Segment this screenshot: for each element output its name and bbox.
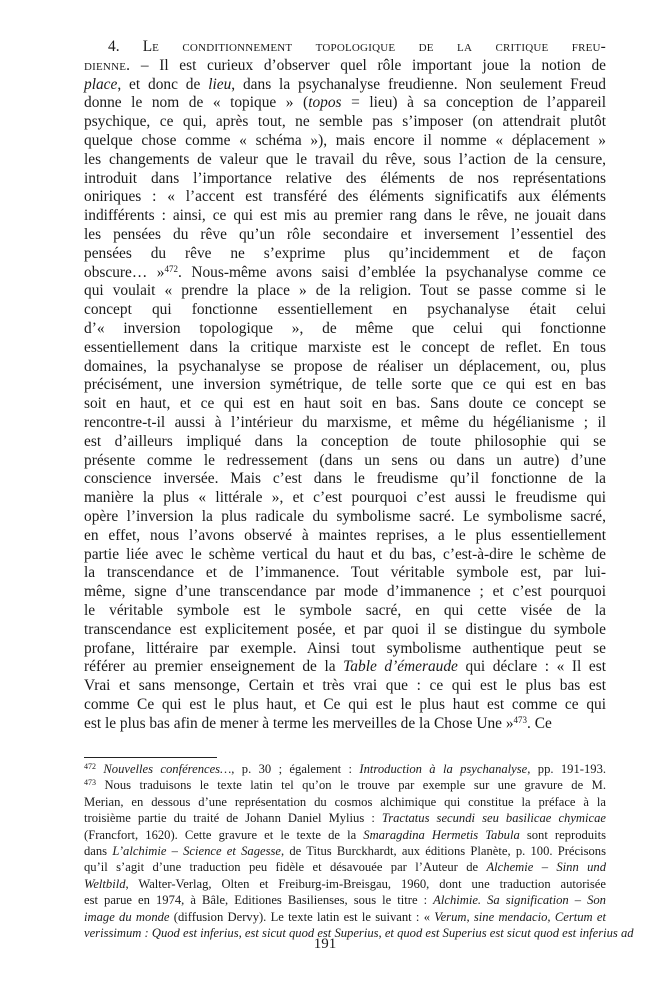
text-run: essentiellement dans la critique marxiste est le concept de reflet. En tous [84, 338, 606, 356]
italic-text: verissimum : Quod est inferius, est sicut quod est Superius, et quod est Superius est sicut quod est inferius ad [84, 925, 634, 940]
text-run: est parue en 1974, à Bâle, Editiones Basilienses, sous le titre : [84, 893, 434, 908]
text-run: , Walter-Verlag, Olten et Freiburg-im-Breisgau, 1960, dont une traduction autorisée [125, 876, 606, 891]
footnote-line [84, 876, 606, 892]
footnote-line [84, 859, 606, 875]
italic-text: topos [308, 94, 342, 112]
text-run: le véritable symbole est le symbole sacré, en qui cette visée de la [84, 601, 606, 619]
body-line [84, 640, 606, 659]
text-run: opère l’inversion la plus radicale du symbolisme sacré. Le symbolisme sacré, [84, 507, 606, 525]
footnote-ref: 472 [164, 263, 178, 274]
body-line [84, 452, 606, 471]
text-run: qui voulait « prendre la place » de la religion. Tout se passe comme si le [84, 282, 606, 300]
footnote-ref: 472 [84, 762, 96, 771]
body-line [84, 621, 606, 640]
italic-text: Verum, sine mendacio, Certum et [434, 909, 607, 924]
text-run: oniriques : « l’accent est transféré des éléments significatifs aux éléments [84, 188, 606, 206]
italic-text: image du monde [84, 909, 170, 924]
body-line [84, 358, 606, 377]
body-line [84, 715, 606, 734]
text-run: la transcendance et de l’immanence. Tout véritable symbole est, par lui- [84, 564, 606, 582]
text-run: = lieu) à sa conception de l’appareil [341, 94, 606, 112]
footnote-line [84, 909, 606, 925]
italic-text: lieu [208, 75, 232, 93]
body-line [84, 226, 606, 245]
text-run: – Il est curieux d’observer quel rôle important joue la notion de [130, 56, 606, 74]
page-number: 191 [313, 936, 337, 952]
italic-text: Alchimie. Sa signification – Son [433, 893, 606, 908]
text-run: d’« inversion topologique », de même que celui qui fonctionne [84, 319, 606, 337]
text-run: référer au premier enseignement de la [84, 658, 344, 676]
italic-text: Tractatus secundi seu basilicae chymicae [381, 811, 606, 826]
italic-text: Table d’émeraude [343, 658, 458, 676]
body-line [84, 395, 606, 414]
body-line [84, 489, 606, 508]
body-line [84, 57, 606, 76]
text-run: les pensées du rêve qu’un rôle secondaire et inversement l’essentiel des [84, 225, 606, 243]
text-run: qui déclare : « Il est [457, 658, 606, 676]
footnote-ref: 473 [84, 778, 96, 788]
body-line [84, 546, 606, 565]
body-line [84, 38, 606, 57]
text-run: , pp. 191-193. [527, 762, 607, 776]
footnotes [84, 761, 634, 941]
body-line [84, 245, 606, 264]
footnote-line [84, 794, 606, 810]
body-line [84, 132, 606, 151]
main-text [84, 38, 606, 733]
text-run: en effet, nous l’avons observé à maintes reprises, a le plus essentiellement [84, 526, 606, 544]
footnote-line [84, 810, 606, 826]
italic-text: Introduction à la psychanalyse [359, 762, 528, 776]
text-run: obscure… » [84, 263, 165, 281]
text-run: présente comme le redressement (dans un sens ou dans un autre) d’une [84, 451, 606, 469]
text-run: domaines, la psychanalyse se propose de réaliser un déplacement, ou, plus [84, 357, 606, 375]
body-line [84, 301, 606, 320]
footnote-ref: 473 [513, 714, 528, 725]
italic-text: Smaragdina Hermetis Tabula [363, 827, 520, 842]
body-line [84, 508, 606, 527]
body-line [84, 94, 606, 113]
body-line [84, 677, 606, 696]
text-run: est d’ailleurs impliqué dans la conception de toute philosophie qui se [84, 432, 606, 450]
text-run: 4. L [108, 38, 153, 55]
text-run: soit en haut, et ce qui est en haut soit en bas. Sans doute ce concept se [84, 395, 606, 413]
body-line [84, 602, 606, 621]
body-line [84, 658, 606, 677]
text-run: Merian, en dessous d’une représentation du cosmos alchimique qui constitue la préface à la [84, 794, 606, 809]
text-run: profane, littéraire par exemple. Ainsi tout symbolisme authentique peut se [84, 639, 606, 657]
body-line [84, 76, 606, 95]
text-run: partie liée avec le schème vertical du haut et du bas, c’est-à-dire le schème de [84, 545, 606, 563]
body-line [84, 376, 606, 395]
text-run: , et donc de [117, 75, 209, 93]
text-run: est le plus bas afin de mener à terme les merveilles de la Chose Une » [84, 714, 514, 732]
footnote-line [84, 827, 606, 843]
body-line [84, 583, 606, 602]
body-line [84, 282, 606, 301]
body-line [84, 264, 606, 283]
text-run: sont reproduits [519, 827, 607, 842]
text-run: troisième partie du traité de Johann Daniel Mylius : [84, 811, 382, 826]
text-run: indifférents : ainsi, ce qui est mis au premier rang dans le rêve, ne jouait dans [84, 207, 606, 225]
text-run: . Nous-même avons saisi d’emblée la psychanalyse comme ce [177, 263, 606, 281]
text-run: , de Titus Burckhardt, aux éditions Planète, p. 100. Précisons [280, 843, 607, 858]
body-line [84, 470, 606, 489]
body-line [84, 433, 606, 452]
italic-text: Weltbild [84, 876, 126, 891]
text-run: donne le nom de « topique » ( [84, 94, 309, 112]
text-run: Vrai et sans mensonge, Certain et très vrai que : ce qui est le plus bas est [84, 677, 606, 695]
text-run: comme Ce qui est le plus haut, et Ce qui est le plus haut est comme ce qui [84, 695, 606, 713]
text-run: transcendance est explicitement posée, et par quoi il se distingue du symbole [84, 620, 606, 638]
text-run: dans [84, 843, 113, 858]
text-run: , dans la psychanalyse freudienne. Non seulement Freud [231, 75, 606, 93]
italic-text: L’alchimie – Science et Sagesse [112, 843, 281, 858]
body-line [84, 414, 606, 433]
italic-text: place [84, 75, 118, 93]
text-run: , p. 30 ; également : [231, 762, 360, 776]
text-run: concept qui fonctionne essentiellement en psychanalyse était celui [84, 301, 606, 319]
small-caps-heading: dienne. [84, 56, 131, 74]
text-run: manière la plus « littérale », et c’est pourquoi c’est aussi le freudisme qui [84, 489, 606, 507]
body-line [84, 527, 606, 546]
body-line [84, 188, 606, 207]
body-line [84, 170, 606, 189]
body-line [84, 339, 606, 358]
text-run: quelque chose comme « schéma »), mais encore il nomme « déplacement » [84, 131, 606, 149]
text-run: précisément, une inversion symétrique, de telle sorte que ce qui est en bas [84, 376, 606, 394]
footnote-line [84, 761, 606, 777]
body-line [84, 320, 606, 339]
footnote-line [84, 777, 606, 793]
body-line [84, 696, 606, 715]
body-line [84, 564, 606, 583]
text-run: pensées du rêve ne s’exprime plus qu’incidemment et de façon [84, 244, 606, 262]
body-line [84, 151, 606, 170]
text-run: psychique, ce qui, après tout, ne semble pas s’imposer (on attendrait plutôt [84, 113, 606, 131]
footnote-line [84, 843, 606, 859]
body-line [84, 113, 606, 132]
footnote-separator [84, 757, 217, 758]
italic-text: Alchemie – Sinn und [486, 860, 606, 875]
text-run: les changements de valeur que le travail du rêve, sous l’action de la censure, [84, 150, 606, 168]
text-run: introduit dans l’importance relative des éléments de nos représentations [84, 169, 606, 187]
body-line [84, 207, 606, 226]
footnote-line [84, 892, 606, 908]
text-run: rencontre-t-il aussi à l’intérieur du marxisme, et même du hégélianisme ; il [84, 413, 606, 431]
text-run: conscience inversée. Mais c’est dans le freudisme qu’il fonctionne de la [84, 470, 606, 488]
text-run: qu’il s’agit d’une traduction peu fidèle et désavouée par l’Auteur de [84, 860, 487, 875]
text-run: Nous traduisons le texte latin tel qu’on le trouve par exemple sur une gravure de M. [96, 778, 606, 793]
text-run: . Ce [527, 714, 552, 732]
text-run: (Francfort, 1620). Cette gravure et le texte de la [84, 827, 364, 842]
italic-text: Nouvelles conférences… [103, 762, 232, 776]
small-caps-heading: e conditionnement topologique de la critique freu- [152, 38, 607, 55]
text-run: (diffusion Dervy). Le texte latin est le suivant : « [169, 909, 435, 924]
text-run: même, signe d’une transcendance par mode d’immanence ; et c’est pourquoi [84, 583, 606, 601]
